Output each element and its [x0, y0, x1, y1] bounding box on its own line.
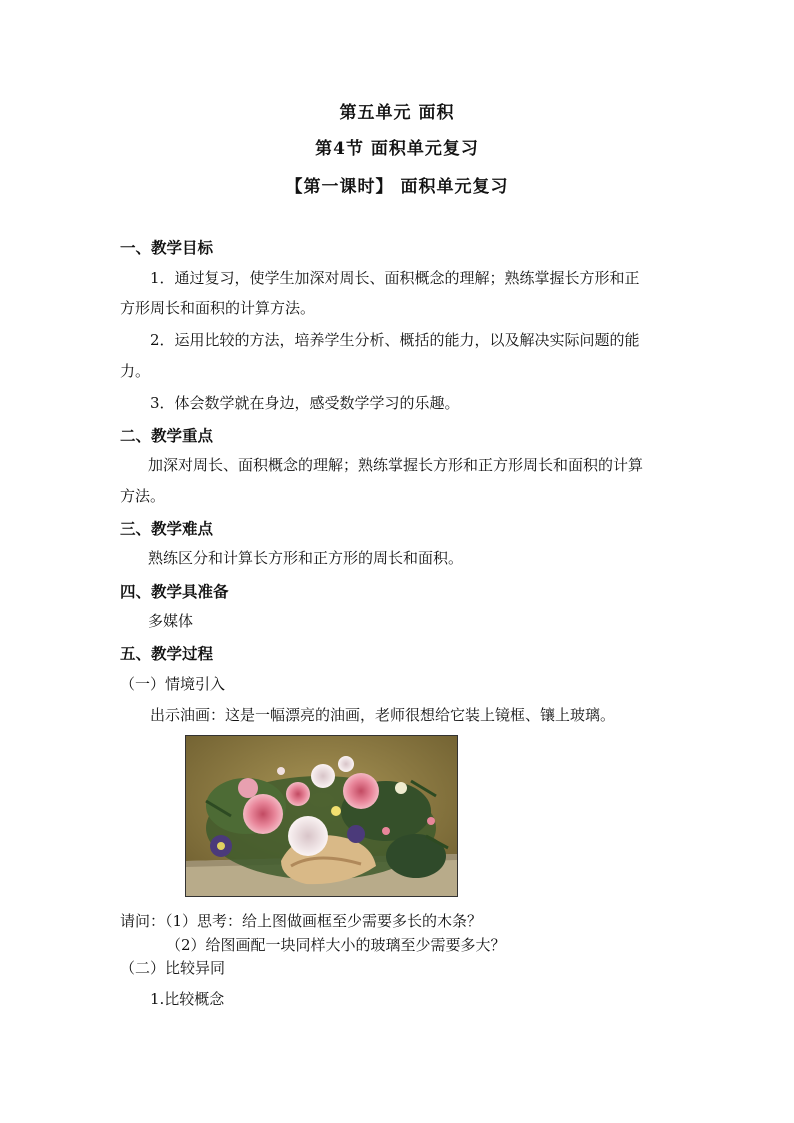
preparation-line: 多媒体 [148, 612, 194, 630]
section-title: 第4节 面积单元复习 [315, 139, 479, 159]
question-2: （2）给图画配一块同样大小的玻璃至少需要多大？ [166, 936, 506, 954]
goal-1-line-2: 方形周长和面积的计算方法。 [120, 299, 316, 317]
question-1: 请问：（1）思考：给上图做画框至少需要多长的木条？ [120, 912, 483, 930]
oil-painting-flowers-icon [186, 736, 457, 896]
preparation-heading: 四、教学具准备 [120, 582, 229, 601]
goal-2-line-1: 2．运用比较的方法，培养学生分析、概括的能力，以及解决实际问题的能 [150, 331, 640, 349]
difficulties-heading: 三、教学难点 [120, 519, 214, 538]
goal-3: 3．体会数学就在身边，感受数学学习的乐趣。 [150, 394, 460, 412]
difficulties-line: 熟练区分和计算长方形和正方形的周长和面积。 [148, 549, 464, 567]
goal-2-line-2: 力。 [120, 362, 151, 380]
intro-text: 出示油画：这是一幅漂亮的油画，老师很想给它装上镜框、镶上玻璃。 [150, 706, 616, 724]
key-points-heading: 二、教学重点 [120, 426, 214, 445]
process-heading: 五、教学过程 [120, 644, 214, 663]
compare-concepts: 1.比较概念 [150, 990, 225, 1008]
goals-heading: 一、教学目标 [120, 238, 214, 257]
goal-1-line-1: 1．通过复习，使学生加深对周长、面积概念的理解；熟练掌握长方形和正 [150, 269, 640, 287]
key-points-line-1: 加深对周长、面积概念的理解；熟练掌握长方形和正方形周长和面积的计算 [148, 456, 644, 474]
key-points-line-2: 方法。 [120, 487, 166, 505]
oil-painting-image [185, 735, 458, 897]
process-sub-1: （一）情境引入 [120, 675, 226, 693]
lesson-title: 【第一课时】 面积单元复习 [285, 177, 509, 197]
process-sub-2: （二）比较异同 [120, 959, 226, 977]
unit-title: 第五单元 面积 [339, 103, 455, 123]
